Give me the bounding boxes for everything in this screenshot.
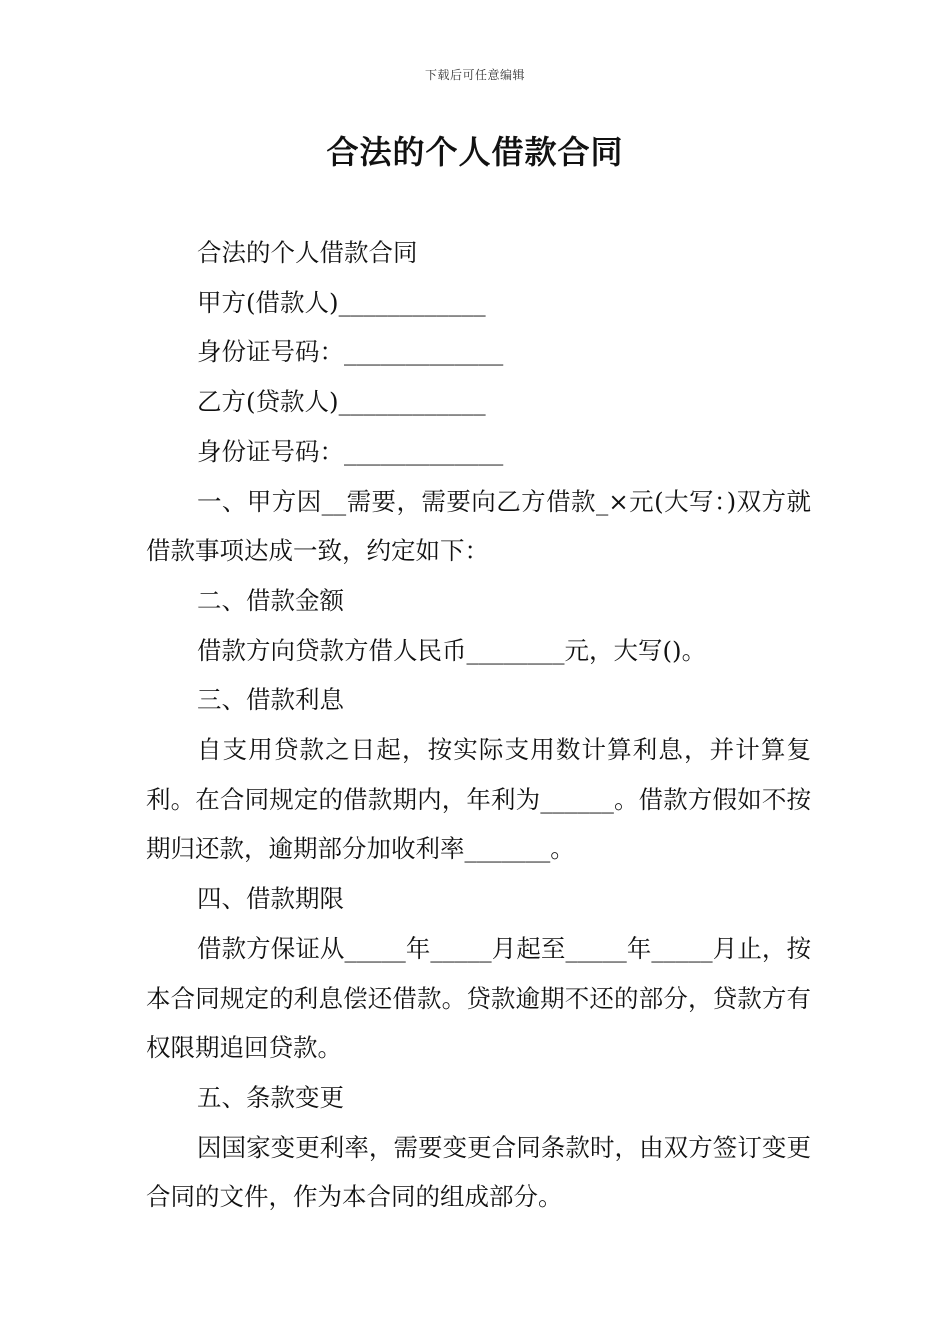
clause-3-paragraph: 自支用贷款之日起，按实际支用数计算利息，并计算复利。在合同规定的借款期内，年利为______。借款方假如不按期归还款，逾期部分加收利率_______。	[146, 735, 811, 864]
clause-5-heading: 五、条款变更	[197, 1082, 344, 1112]
clause-4-heading: 四、借款期限	[197, 884, 344, 914]
header-note: 下载后可任意编辑	[424, 68, 525, 82]
party-b-id-line: 身份证号码：_____________	[197, 436, 504, 466]
clause-2-heading: 二、借款金额	[197, 585, 344, 615]
clause-3-heading: 三、借款利息	[197, 685, 344, 715]
party-a-line: 甲方(借款人)____________	[197, 287, 486, 317]
clause-2-paragraph: 借款方向贷款方借人民币________元，大写()。	[197, 635, 707, 665]
subtitle-line: 合法的个人借款合同	[197, 238, 418, 267]
document-title: 合法的个人借款合同	[326, 133, 624, 171]
party-a-id-line: 身份证号码：_____________	[197, 337, 504, 367]
document-body	[146, 228, 811, 1222]
clause-5-paragraph: 因国家变更利率，需要变更合同条款时，由双方签订变更合同的文件，作为本合同的组成部分。	[146, 1132, 811, 1212]
party-b-line: 乙方(贷款人)____________	[197, 387, 486, 417]
clause-1-paragraph: 一、甲方因__需要，需要向乙方借款_×元(大写：)双方就借款事项达成一致，约定如下：	[146, 486, 811, 566]
clause-4-paragraph: 借款方保证从_____年_____月起至_____年_____月止，按本合同规定的利息偿还借款。贷款逾期不还的部分，贷款方有权限期追回贷款。	[146, 933, 811, 1063]
